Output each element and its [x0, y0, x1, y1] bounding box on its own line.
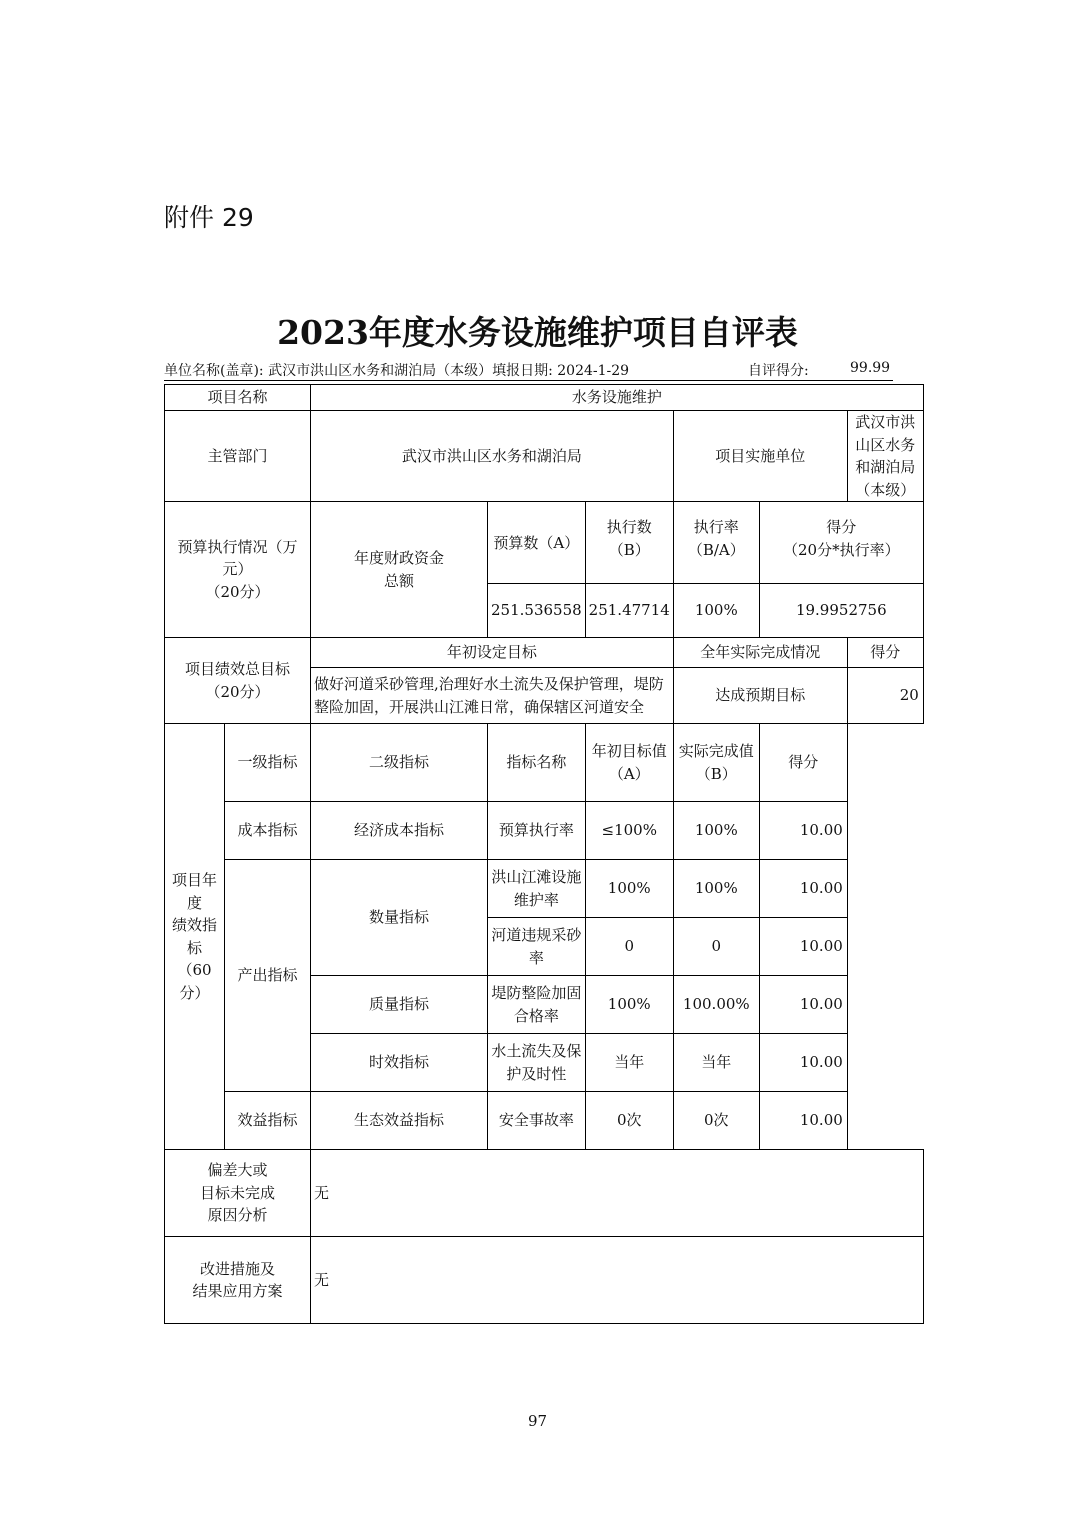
level1-header: 一级指标	[225, 724, 311, 802]
actual-value: 100%	[673, 860, 759, 918]
indicator-name: 洪山江滩设施维护率	[488, 860, 586, 918]
fund-total-label: 年度财政资金 总额	[311, 502, 488, 638]
form-title: 2023年度水务设施维护项目自评表	[277, 313, 798, 352]
goal-header: 年初设定目标	[311, 638, 674, 668]
overall-score-value: 20	[847, 668, 923, 724]
indicator-score: 10.00	[759, 918, 847, 976]
exec-rate-value: 100%	[673, 584, 759, 638]
improvement-label: 改进措施及 结果应用方案	[165, 1237, 311, 1324]
budget-header-row	[165, 502, 924, 584]
quantity-indicator-label: 数量指标	[311, 860, 488, 976]
target-value: 100%	[585, 976, 673, 1034]
header-rule	[164, 380, 893, 381]
budget-b-header: 执行数 （B）	[585, 502, 673, 584]
benefit-indicator-label: 效益指标	[225, 1092, 311, 1150]
target-value-header: 年初目标值 （A）	[585, 724, 673, 802]
indicator-name: 预算执行率	[488, 802, 586, 860]
department-row	[165, 411, 924, 502]
actual-value: 100.00%	[673, 976, 759, 1034]
unit-and-date: 单位名称(盖章): 武汉市洪山区水务和湖泊局（本级）填报日期: 2024-1-29	[164, 363, 630, 379]
overall-goal-label: 项目绩效总目标 （20分）	[165, 638, 311, 724]
timeliness-indicator-label: 时效指标	[311, 1034, 488, 1092]
indicator-name: 河道违规采砂率	[488, 918, 586, 976]
indicator-name: 安全事故率	[488, 1092, 586, 1150]
table-row	[165, 860, 924, 918]
project-name-label: 项目名称	[165, 385, 311, 411]
cost-indicator-label: 成本指标	[225, 802, 311, 860]
attachment-label: 附件 29	[164, 203, 254, 232]
deviation-label: 偏差大或 目标未完成 原因分析	[165, 1150, 311, 1237]
page-number: 97	[527, 1412, 548, 1430]
table-row	[165, 1092, 924, 1150]
target-value: 100%	[585, 860, 673, 918]
indicator-score: 10.00	[759, 1092, 847, 1150]
evaluation-table	[164, 384, 924, 1324]
improvement-value: 无	[311, 1237, 924, 1324]
dept-value: 武汉市洪山区水务和湖泊局	[311, 411, 674, 502]
target-value: 0	[585, 918, 673, 976]
actual-value-header: 实际完成值 （B）	[673, 724, 759, 802]
indicator-name-header: 指标名称	[488, 724, 586, 802]
target-value: 当年	[585, 1034, 673, 1092]
target-value: 0次	[585, 1092, 673, 1150]
eco-benefit-label: 生态效益指标	[311, 1092, 488, 1150]
indicator-score: 10.00	[759, 802, 847, 860]
budget-a-value: 251.536558	[488, 584, 586, 638]
impl-unit-value: 武汉市洪山区水务 和湖泊局（本级）	[847, 411, 923, 502]
output-indicator-label: 产出指标	[225, 860, 311, 1092]
budget-a-header: 预算数（A）	[488, 502, 586, 584]
dept-label: 主管部门	[165, 411, 311, 502]
economic-cost-label: 经济成本指标	[311, 802, 488, 860]
overall-score-header: 得分	[847, 638, 923, 668]
actual-value: 0	[673, 918, 759, 976]
quality-indicator-label: 质量指标	[311, 976, 488, 1034]
indicator-name: 水土流失及保护及时性	[488, 1034, 586, 1092]
actual-header: 全年实际完成情况	[673, 638, 847, 668]
actual-value: 0次	[673, 1092, 759, 1150]
actual-value: 当年	[673, 1034, 759, 1092]
annual-indicator-label: 项目年度 绩效指标 （60分）	[165, 724, 225, 1150]
table-row	[165, 802, 924, 860]
goal-text: 做好河道采砂管理,治理好水土流失及保护管理，堤防 整险加固，开展洪山江滩日常，确保辖区河道安全	[311, 668, 674, 724]
indicator-score: 10.00	[759, 976, 847, 1034]
improvement-row	[165, 1237, 924, 1324]
deviation-value: 无	[311, 1150, 924, 1237]
budget-score-header: 得分 （20分*执行率）	[759, 502, 923, 584]
indicator-name: 堤防整险加固合格率	[488, 976, 586, 1034]
exec-rate-header: 执行率 （B/A）	[673, 502, 759, 584]
level2-header: 二级指标	[311, 724, 488, 802]
actual-value: 100%	[673, 802, 759, 860]
overall-header-row	[165, 638, 924, 668]
indicator-score: 10.00	[759, 1034, 847, 1092]
target-value: ≤100%	[585, 802, 673, 860]
budget-score-value: 19.9952756	[759, 584, 923, 638]
impl-unit-label: 项目实施单位	[673, 411, 847, 502]
indicator-score: 10.00	[759, 860, 847, 918]
self-score-label: 自评得分:	[748, 363, 809, 379]
deviation-row	[165, 1150, 924, 1237]
budget-b-value: 251.47714	[585, 584, 673, 638]
project-name-value: 水务设施维护	[311, 385, 924, 411]
indicator-score-header: 得分	[759, 724, 847, 802]
indicator-header-row	[165, 724, 924, 802]
budget-label: 预算执行情况（万元） （20分）	[165, 502, 311, 638]
self-score-value: 99.99	[850, 360, 891, 376]
project-name-row	[165, 385, 924, 411]
actual-text: 达成预期目标	[673, 668, 847, 724]
